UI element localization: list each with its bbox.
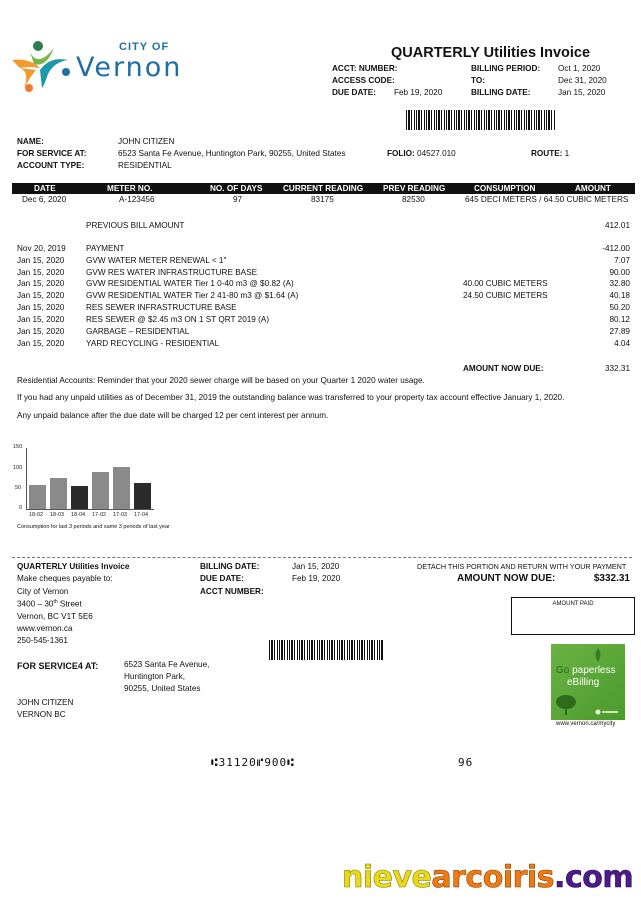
chart-bar (50, 478, 67, 509)
leaf-icon (593, 648, 603, 662)
charge-row (0, 244, 641, 256)
due-date-value: Feb 19, 2020 (394, 88, 443, 97)
meter-date: Dec 6, 2020 (22, 195, 67, 204)
account-type-value: RESIDENTIAL (118, 161, 172, 170)
charge-desc: RES SEWER @ $2.45 m3 ON 1 ST QRT 2019 (A) (86, 315, 270, 324)
chart-bar (71, 486, 88, 510)
folio (387, 149, 456, 158)
charge-amount: 7.07 (614, 256, 630, 265)
charge-date: Jan 15, 2020 (17, 315, 65, 324)
meter-table-row (12, 195, 635, 206)
charge-row (0, 339, 641, 351)
charge-date: Jan 15, 2020 (17, 256, 65, 265)
ebilling-line2: eBilling (567, 677, 600, 688)
street-word: Street (57, 599, 82, 609)
name-label: NAME: (17, 137, 44, 146)
charge-date: Jan 15, 2020 (17, 327, 65, 336)
amount-paid-label: AMOUNT PAID (552, 601, 594, 607)
chart-bar (29, 485, 46, 509)
charge-date: Nov 20, 2019 (17, 244, 66, 253)
detach-instruction: DETACH THIS PORTION AND RETURN WITH YOUR PAYMENT (417, 562, 627, 571)
eco-mark-icon (595, 708, 619, 716)
col-current-reading: CURRENT READING (283, 183, 364, 193)
ebilling-badge[interactable] (551, 644, 625, 720)
stub-service-line3: 90255, United States (124, 684, 201, 693)
xtick: 17-03 (113, 512, 128, 518)
amount-due-value: 332.31 (604, 364, 630, 373)
logo-vernon: Vernon (76, 52, 183, 83)
stub-billing-date-label: BILLING DATE: (200, 562, 260, 571)
stub-acct-number-label: ACCT NUMBER: (200, 587, 264, 596)
payee-street (17, 599, 82, 609)
city-logo (10, 38, 185, 93)
charge-amount: -412.00 (602, 244, 630, 253)
charge-desc: RES SEWER INFRASTRUCTURE BASE (86, 303, 237, 312)
charge-amount: 90.00 (609, 268, 630, 277)
col-meter-no: METER NO. (107, 183, 153, 193)
charge-amount: 80.12 (609, 315, 630, 324)
charge-date: Jan 15, 2020 (17, 268, 65, 277)
street-number: 3400 – 30 (17, 599, 54, 609)
header-barcode (406, 110, 556, 130)
charge-qty: 40.00 CUBIC METERS (463, 279, 548, 288)
payee-phone: 250-545-1361 (17, 636, 68, 645)
invoice-title: QUARTERLY Utilities Invoice (391, 45, 591, 61)
stub-barcode (269, 640, 383, 660)
payee-website[interactable]: www.vernon.ca (17, 624, 73, 633)
col-amount: AMOUNT (575, 183, 611, 193)
meter-consumption: 645 DECI METERS / 64.50 CUBIC METERS (465, 195, 629, 204)
billing-date-label: BILLING DATE: (471, 88, 531, 97)
ebilling-url[interactable]: www.vernon.ca/mycity (556, 721, 616, 727)
chart-bar (113, 467, 130, 509)
stub-due-date-label: DUE DATE: (200, 574, 244, 583)
col-prev-reading: PREV READING (383, 183, 446, 193)
ebilling-go: Go (556, 665, 570, 676)
charge-desc: GARBAGE – RESIDENTIAL (86, 327, 190, 336)
chart-plot-area (26, 448, 154, 510)
meter-days: 97 (233, 195, 243, 204)
service-value: 6523 Santa Fe Avenue, Huntington Park, 90255, United States (118, 149, 346, 158)
route-value: 1 (564, 149, 570, 158)
meter-current: 83175 (311, 195, 334, 204)
xtick: 18-04 (71, 512, 86, 518)
charge-row (0, 303, 641, 315)
charge-date: Jan 15, 2020 (17, 291, 65, 300)
meter-table-header (12, 183, 635, 194)
payee-name: City of Vernon (17, 587, 69, 596)
note-unpaid: If you had any unpaid utilities as of December 31, 2019 the outstanding balance was transferred to your property tax account effective January 1, 2020. (17, 393, 565, 402)
access-code-label: ACCESS CODE: (332, 76, 395, 85)
micr-line-left: ⑆31120⑈900⑆ (211, 756, 295, 769)
folio-label: FOLIO: (387, 149, 415, 158)
charge-row (0, 256, 641, 268)
acct-number-label: ACCT: NUMBER: (332, 64, 398, 73)
chart-bar (92, 472, 109, 509)
stub-service-line2: Huntington Park, (124, 672, 185, 681)
chart-caption: Consumption for last 3 periods and same 3 periods of last year (17, 524, 170, 530)
charge-desc: PAYMENT (86, 244, 125, 253)
xtick: 17-04 (134, 512, 149, 518)
charges-list (0, 244, 641, 354)
route-label: ROUTE: (531, 149, 563, 158)
xtick: 17-02 (92, 512, 107, 518)
charge-desc: GVW RESIDENTIAL WATER Tier 1 0-40 m3 @ $0.82 (A) (86, 279, 294, 288)
charge-row (0, 279, 641, 291)
billing-period-label: BILLING PERIOD: (471, 64, 541, 73)
watermark-part3: .com (554, 860, 634, 895)
billing-period-value: Oct 1, 2020 (558, 64, 601, 73)
payee-city: Vernon, BC V1T 5E6 (17, 612, 93, 621)
charge-desc: GVW RESIDENTIAL WATER Tier 2 41-80 m3 @ $1.64 (A) (86, 291, 299, 300)
charge-amount: 40.18 (609, 291, 630, 300)
meter-no: A-123456 (119, 195, 155, 204)
ebilling-paperless: paperless (569, 665, 616, 676)
watermark-part2: arcoiris (431, 860, 555, 895)
service-label: FOR SERVICE AT: (17, 149, 87, 158)
account-type-label: ACCOUNT TYPE: (17, 161, 85, 170)
charge-desc: GVW RES WATER INFRASTRUCTURE BASE (86, 268, 258, 277)
charge-amount: 4.04 (614, 339, 630, 348)
note-interest: Any unpaid balance after the due date will be charged 12 per cent interest per annum. (17, 411, 329, 420)
billing-date-value: Jan 15, 2020 (558, 88, 606, 97)
street-suffix: th (53, 599, 58, 605)
to-value: Dec 31, 2020 (558, 76, 607, 85)
mail-name: JOHN CITIZEN (17, 698, 74, 707)
previous-bill-label: PREVIOUS BILL AMOUNT (86, 221, 185, 230)
watermark-brand (342, 860, 633, 895)
ytick-0: 0 (19, 505, 23, 511)
to-label: TO: (471, 76, 485, 85)
chart-bar (134, 483, 151, 510)
charge-qty: 24.50 CUBIC METERS (463, 291, 548, 300)
ytick-150: 150 (13, 444, 23, 450)
charge-desc: GVW WATER METER RENEWAL < 1" (86, 256, 227, 265)
charge-date: Jan 15, 2020 (17, 339, 65, 348)
xtick: 18-03 (50, 512, 65, 518)
meter-prev: 82530 (402, 195, 425, 204)
charge-row (0, 315, 641, 327)
name-value: JOHN CITIZEN (118, 137, 175, 146)
folio-value: 04527.010 (417, 149, 456, 158)
stub-amount-due-value: $332.31 (593, 573, 630, 584)
stub-title: QUARTERLY Utilities Invoice (17, 562, 130, 571)
stub-billing-date-value: Jan 15, 2020 (292, 562, 340, 571)
stub-amount-due-label: AMOUNT NOW DUE: (457, 573, 556, 584)
charge-row (0, 327, 641, 339)
mail-city: VERNON BC (17, 710, 66, 719)
consumption-chart (10, 440, 190, 535)
charge-amount: 50.20 (609, 303, 630, 312)
route (531, 149, 569, 158)
detach-line (12, 557, 632, 558)
charge-amount: 32.80 (609, 279, 630, 288)
tree-icon (555, 694, 577, 716)
ytick-50: 50 (15, 485, 22, 491)
stub-service-label: FOR SERVICE4 AT: (17, 661, 99, 671)
charge-date: Jan 15, 2020 (17, 303, 65, 312)
due-date-label: DUE DATE: (332, 88, 376, 97)
charge-amount: 27.89 (609, 327, 630, 336)
charge-date: Jan 15, 2020 (17, 279, 65, 288)
micr-line-right: 96 (458, 756, 474, 769)
xtick: 18-02 (29, 512, 44, 518)
stub-service-line1: 6523 Santa Fe Avenue, (124, 660, 210, 669)
col-days: NO. OF DAYS (210, 183, 263, 193)
amount-due-label: AMOUNT NOW DUE: (463, 364, 544, 373)
previous-bill-amount: 412.01 (604, 221, 630, 230)
note-sewer: Residential Accounts: Reminder that your 2020 sewer charge will be based on your Quarter 1 2020 water usage. (17, 376, 425, 385)
ebilling-line1 (556, 665, 615, 676)
col-consumption: CONSUMPTION (474, 183, 536, 193)
col-date: DATE (34, 183, 56, 193)
charge-desc: YARD RECYCLING - RESIDENTIAL (86, 339, 220, 348)
ytick-100: 100 (13, 465, 23, 471)
charge-row (0, 291, 641, 303)
watermark-part1: nieve (342, 860, 432, 895)
amount-paid-field[interactable] (511, 597, 635, 635)
logo-figure-icon (10, 38, 72, 93)
logo-city-of: CITY OF (119, 41, 170, 53)
stub-due-date-value: Feb 19, 2020 (292, 574, 341, 583)
stub-payable-label: Make cheques payable to: (17, 574, 113, 583)
